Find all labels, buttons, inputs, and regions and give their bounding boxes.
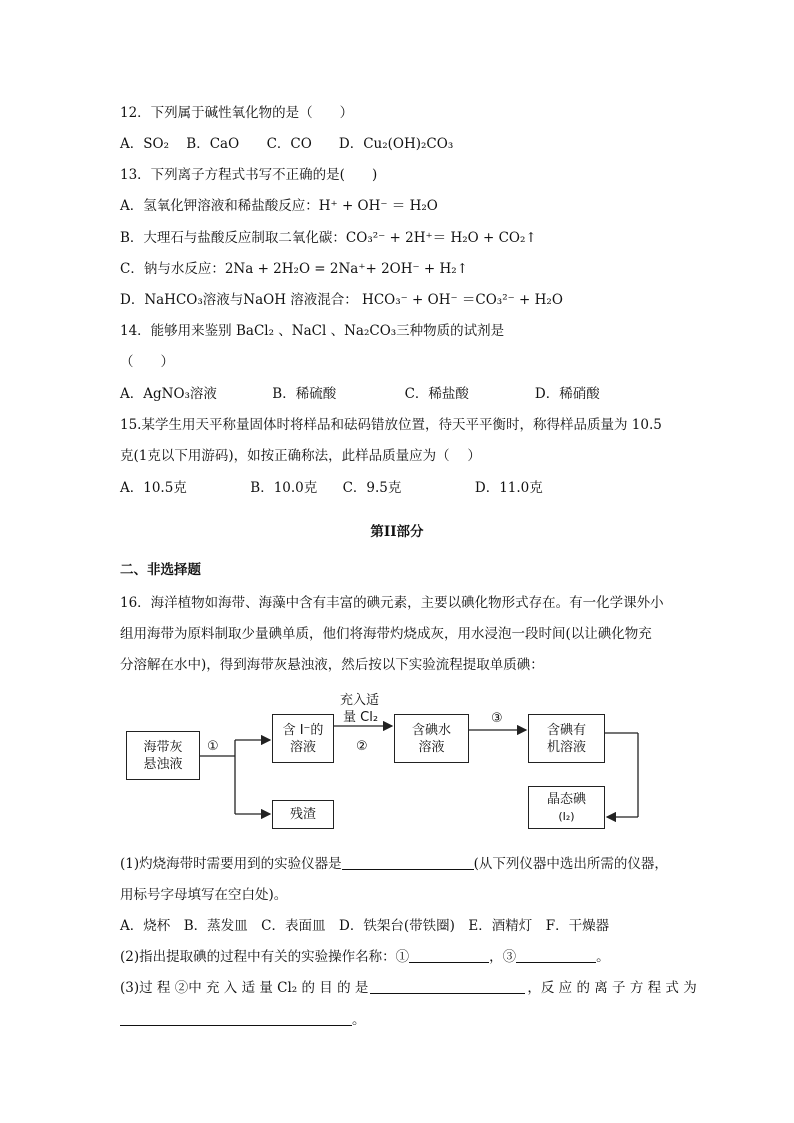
q14-answer-paren: （ ） — [120, 354, 174, 370]
q13-option-b: B．大理石与盐酸反应制取二氧化碳：CO₃²⁻ + 2H⁺＝ H₂O + CO₂↑ — [120, 230, 537, 246]
q16-line-1: 16．海洋植物如海带、海藻中含有丰富的碘元素，主要以碘化物形式存在。有一化学课外小 — [120, 595, 664, 611]
flow-step-1-label: ① — [207, 739, 219, 754]
flow-box-residue: 残渣 — [272, 800, 334, 829]
q16-sub2-blank-1[interactable] — [409, 948, 489, 963]
flow-box-iodide-solution: 含 I⁻的 溶液 — [272, 714, 334, 763]
q14-option-b: B．稀硫酸 — [272, 386, 337, 402]
flow-box-iodine-water: 含碘水 溶液 — [394, 714, 469, 763]
q12-option-c: C．CO — [266, 136, 312, 152]
q12-stem: 12．下列属于碱性氧化物的是（ ） — [120, 105, 354, 121]
flow-box-kelp-ash-suspension: 海带灰 悬浊液 — [126, 731, 200, 780]
q15-line-2: 克(1克以下用游码)，如按正确称法，此样品质量应为（ ） — [120, 448, 481, 464]
q15-option-d: D．11.0克 — [474, 480, 543, 496]
q14-option-c: C．稀盐酸 — [404, 386, 469, 402]
q16-sub3-purpose-blank[interactable] — [370, 979, 525, 994]
q15-option-c: C．9.5克 — [342, 480, 402, 496]
section-title: 二、非选择题 — [120, 562, 201, 578]
flow-step-3-label: ③ — [491, 711, 503, 726]
q16-line-2: 组用海带为原料制取少量碘单质，他们将海带灼烧成灰，用水浸泡一段时间(以让碘化物充 — [120, 626, 652, 642]
q13-stem: 13．下列离子方程式书写不正确的是( ) — [120, 167, 378, 183]
q15-line-1: 15.某学生用天平称量固体时将样品和砝码错放位置，待天平平衡时，称得样品质量为 10.5 — [120, 417, 662, 433]
flow-cl2-label-line-2: 量 Cl₂ — [343, 710, 379, 725]
q12-option-b: B．CaO — [186, 136, 240, 152]
q14-option-d: D．稀硝酸 — [534, 386, 600, 402]
q16-sub1-answer-blank[interactable] — [342, 855, 474, 870]
q12-option-d: D．Cu₂(OH)₂CO₃ — [338, 136, 454, 152]
q14-stem: 14．能够用来鉴别 BaCl₂ 、NaCl 、Na₂CO₃三种物质的试剂是 — [120, 323, 505, 339]
q16-sub2: (2)指出提取碘的过程中有关的实验操作名称：① ，③ 。 — [120, 949, 610, 965]
flow-step-2-label: ② — [356, 739, 368, 754]
q16-line-3: 分溶解在水中)，得到海带灰悬浊液，然后按以下实验流程提取单质碘： — [120, 657, 544, 673]
part-title: 第II部分 — [370, 524, 424, 540]
flow-box-iodine-organic-solution: 含碘有 机溶液 — [528, 714, 605, 763]
q13-option-c: C．钠与水反应：2Na + 2H₂O = 2Na⁺+ 2OH⁻ + H₂↑ — [120, 261, 469, 277]
flow-box-crystalline-iodine: 晶态碘 (I₂) — [528, 786, 605, 829]
q16-sub3-equation-blank[interactable] — [120, 1011, 352, 1026]
q13-option-a: A．氢氧化钾溶液和稀盐酸反应：H⁺ + OH⁻ ＝ H₂O — [120, 198, 438, 214]
flow-cl2-label-line-1: 充入适 — [340, 693, 380, 708]
q16-sub3-line-1: (3)过 程 ②中 充 入 适 量 Cl₂ 的 目 的 是 ，反 应 的 离 子 方 程 式 为 — [120, 980, 697, 996]
q16-sub3-line-2: 。 — [120, 1011, 366, 1029]
q15-option-a: A．10.5克 — [120, 480, 187, 496]
q16-sub1-options: A．烧杯 B．蒸发皿 C．表面皿 D．铁架台(带铁圈) E．酒精灯 F．干燥器 — [120, 918, 610, 934]
q12-option-a: A．SO₂ — [120, 136, 169, 152]
q13-option-d: D．NaHCO₃溶液与NaOH 溶液混合： HCO₃⁻ + OH⁻ ＝CO₃²⁻ + H₂O — [120, 292, 563, 308]
q14-option-a: A．AgNO₃溶液 — [120, 386, 217, 402]
q16-sub2-blank-3[interactable] — [516, 948, 596, 963]
q15-option-b: B．10.0克 — [250, 480, 318, 496]
q16-sub1-line-2: 用标号字母填写在空白处)。 — [120, 887, 288, 903]
q16-sub1-line-1: (1)灼烧海带时需要用到的实验仪器是 (从下列仪器中选出所需的仪器， — [120, 856, 668, 872]
